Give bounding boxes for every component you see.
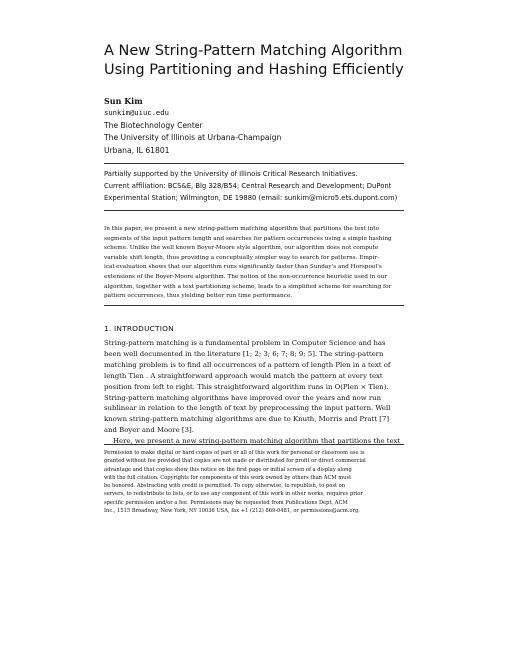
intro-line: and Boyer and Moore [3]. [104,426,194,435]
footnote-line: servers, to redistribute to lists, or to use any component of this work in other works, requires prior [104,491,363,498]
divider-support [104,210,404,211]
footnote-line: specific permission and/or a fee. Permissions may be requested from Publications Dept, ACM [104,499,348,506]
author-email: sunkim@uiuc.edu [104,108,169,118]
abstract-line: In this paper, we present a new string-pattern matching algorithm that partitions the text into [104,226,380,232]
footnote-line: Inc., 1515 Broadway, New York, NY 10036 USA, fax +1 (212) 869-0481, or permissions@acm.org. [104,508,360,515]
intro-line: String-pattern matching is a fundamental problem in Computer Science and has [104,339,386,347]
abstract-line: algorithm, together with a text partitioning scheme, leads to a simplified scheme for searching for [104,283,392,290]
intro-line: Here, we present a new string-pattern matching algorithm that partitions the text [113,437,401,446]
abstract-line: segments of the input pattern length and searches for pattern occurrences using a simple hashing [104,235,392,242]
abstract-line: pattern occurrences, thus yielding better run time performance. [104,293,293,300]
footnote-divider [104,444,404,445]
abstract-line: variable shift length, thus providing a conceptually simpler way to search for patterns. Empir- [104,254,380,261]
support-line: Experimental Station; Wilmington, DE 19880 (email: sunkim@micro5.ets.dupont.com) [104,194,398,203]
abstract [104,225,404,302]
support-line: Current affiliation: BCS&E, Blg 328/B54; Central Research and Development; DuPont [104,182,392,191]
paper-title: A New String-Pattern Matching Algorithm Using Partitioning and Hashing Efficiently [104,43,404,78]
intro-line: String-pattern matching algorithms have improved over the years and now run [104,393,382,402]
footnote-line: granted without fee provided that copies are not made or distributed for profit or direct commercial [104,458,366,465]
footnote-line: with the full citation. Copyrights for components of this work owned by others than ACM must [104,474,352,481]
support-note [104,168,406,205]
introduction-body [104,338,408,447]
footnote-line: Permission to make digital or hard copies of part or all of this work for personal or classroom use is [104,450,365,456]
permission-footnote [104,449,408,515]
divider-top [104,163,404,164]
intro-line: been well documented in the literature [1; 2; 3; 6; 7; 8; 9; 5]. The string-pattern [104,349,384,358]
section-heading-introduction: 1. INTRODUCTION [104,324,174,333]
author-block [104,95,404,157]
abstract-line: scheme. Unlike the well known Boyer-Moore style algorithm, our algorithm does not compute [104,245,379,252]
intro-line: known string-pattern matching algorithms are due to Knuth, Morris and Pratt [7] [104,415,390,424]
intro-line: position from left to right. This straightforward algorithm runs in O(Plen × Tlen). [104,382,389,391]
intro-line: matching problem is to find all occurrences of a pattern of length Plen in a text of [104,360,391,369]
intro-line: sublinear in relation to the length of text by preprocessing the input pattern. Well [104,404,391,413]
footnote-line: advantage and that copies show this notice on the first page or initial screen of a display along [104,466,352,473]
footnote-line: be honored. Abstracting with credit is permitted. To copy otherwise, to republish, to post on [104,483,346,490]
abstract-line: ical evaluation shows that our algorithm runs significantly faster than Sunday's and Horspool's [104,264,382,271]
author-name: Sun Kim [104,96,143,106]
affiliation-line: The Biotechnology Center [104,120,203,130]
affiliation-line: The University of Illinois at Urbana-Champaign [104,133,282,143]
intro-line: length Tlen . A straightforward approach would match the pattern at every text [104,371,383,380]
support-line: Partially supported by the University of Illinois Critical Research Initiatives. [104,170,358,178]
affiliation-line: Urbana, IL 61801 [104,145,170,155]
divider-abstract [104,305,404,306]
abstract-line: extensions of the Boyer-Moore algorithm. The notion of the non-occurrence heuristic used in our [104,273,388,280]
